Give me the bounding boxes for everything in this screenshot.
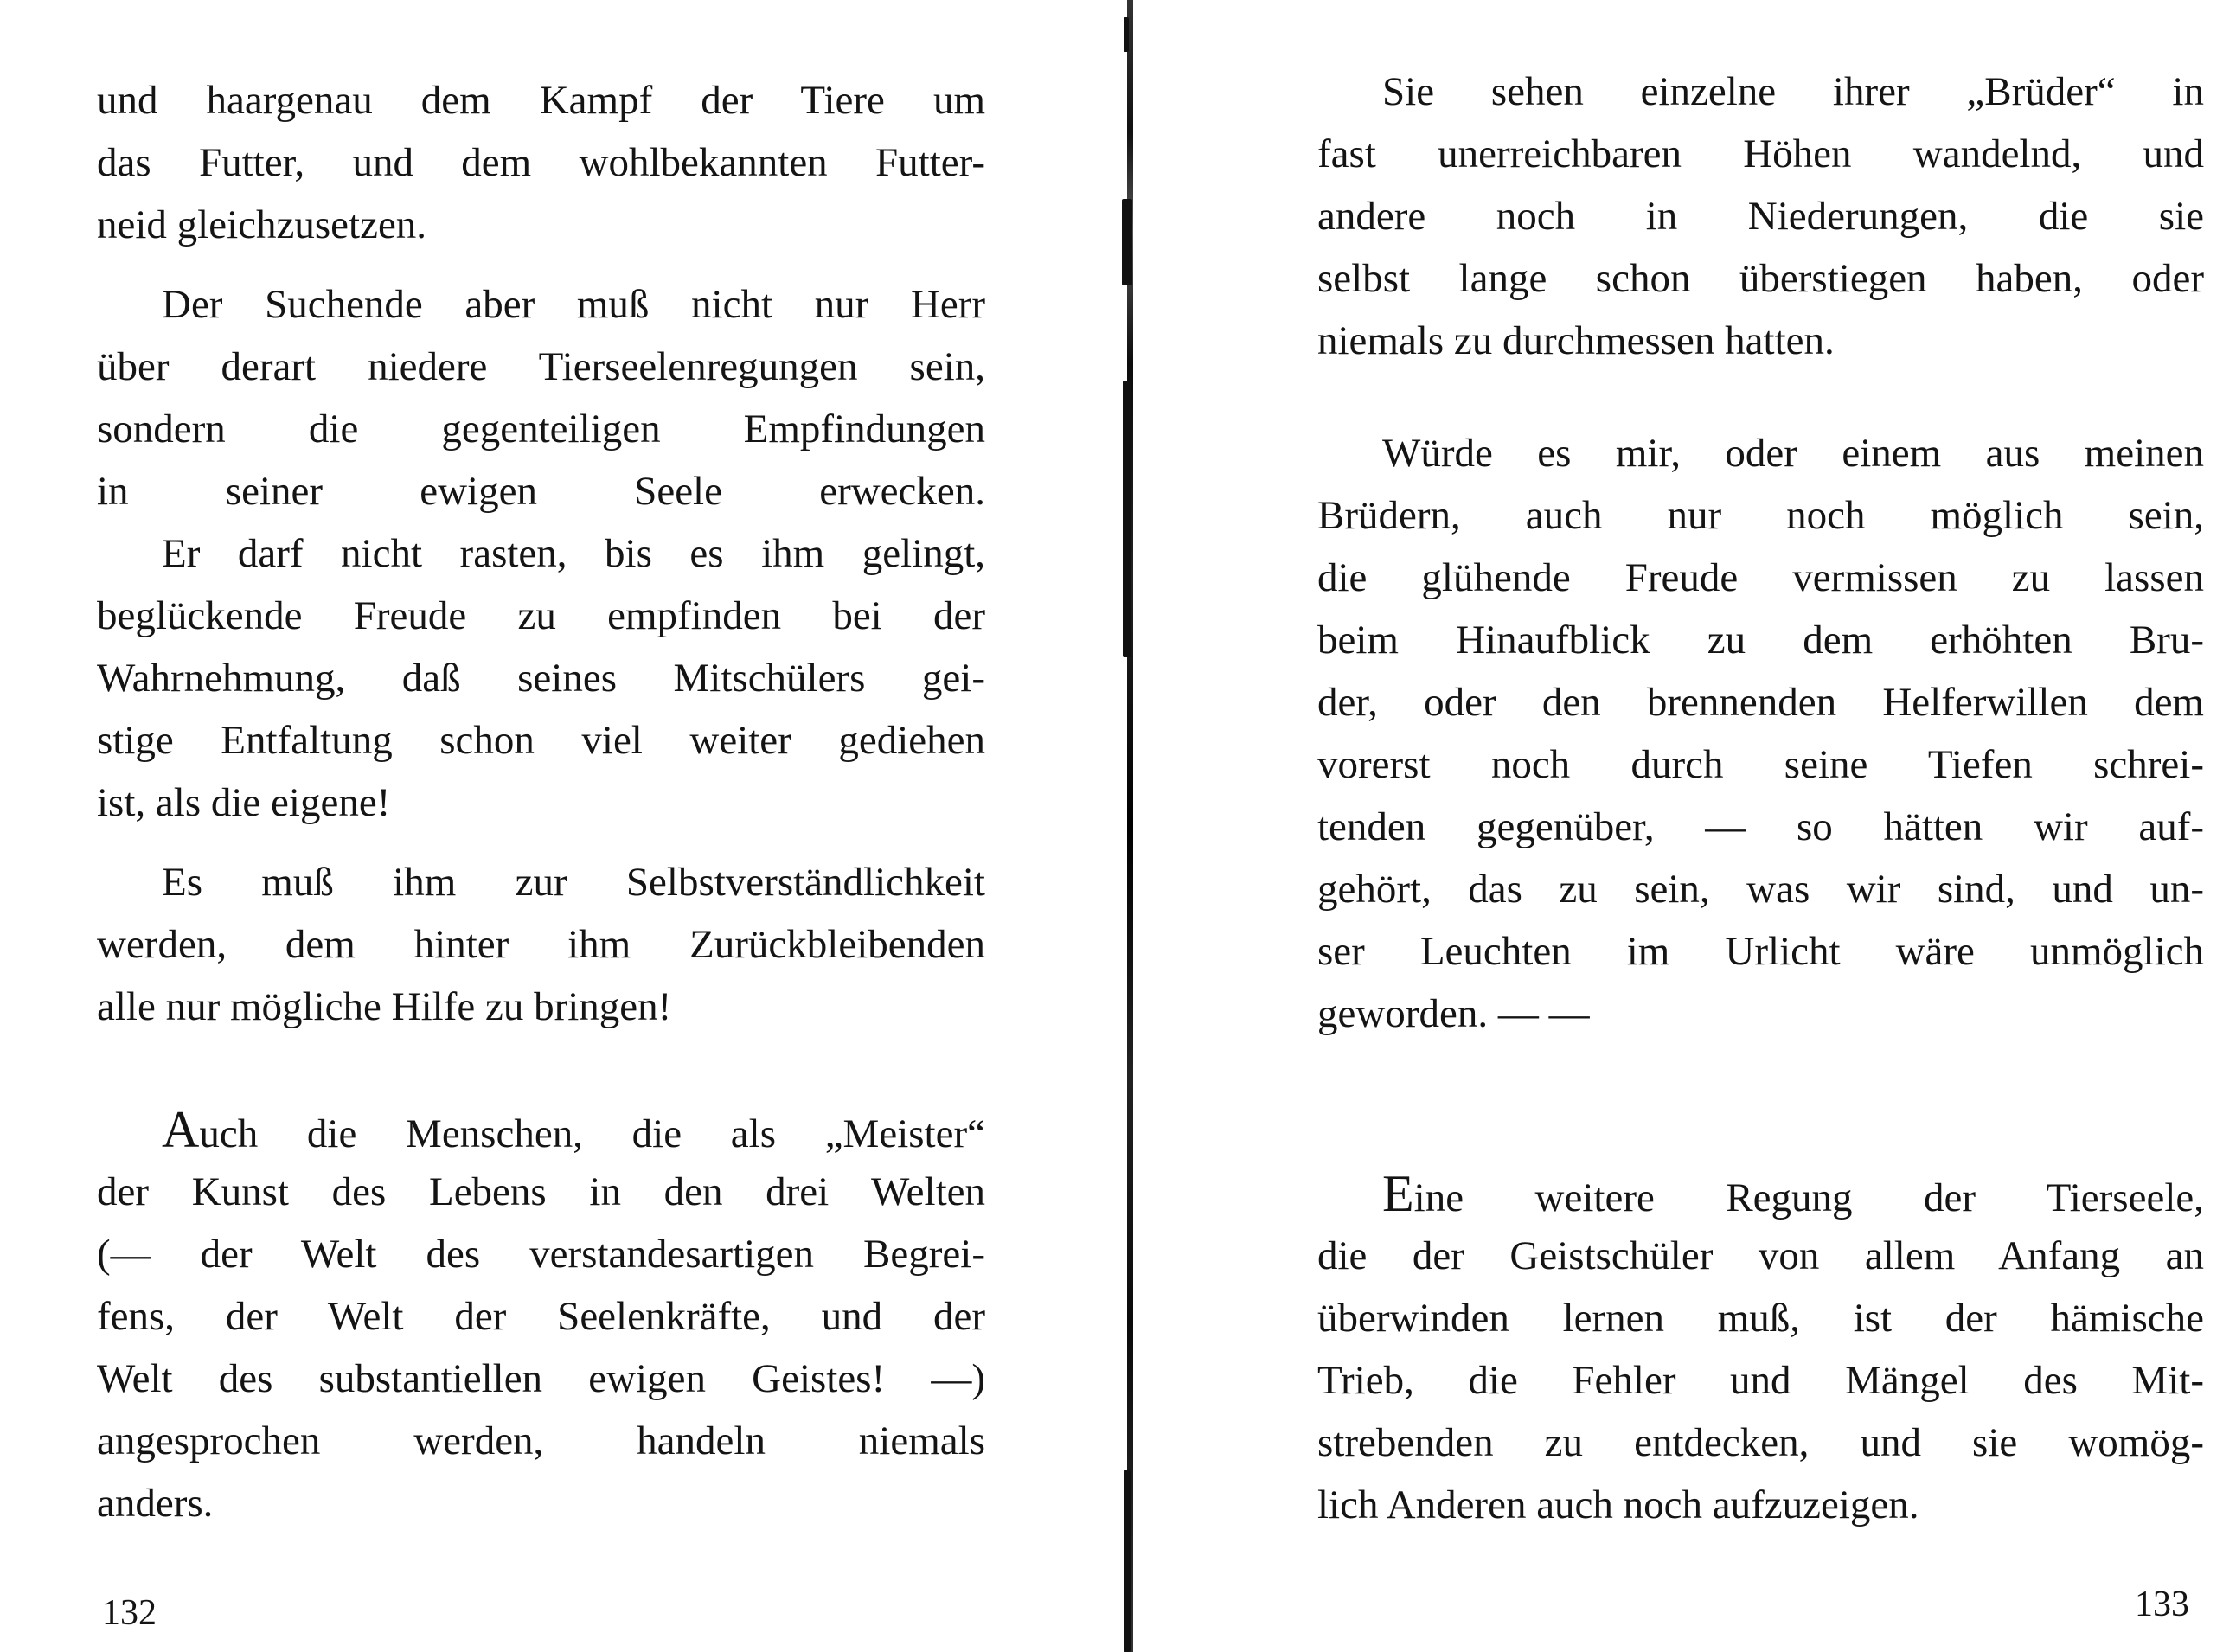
- gutter-mark: [1124, 1470, 1131, 1652]
- text-line: über derart niedere Tierseelenregungen sein,: [97, 344, 985, 389]
- text-line: Würde es mir, oder einem aus meinen: [1382, 431, 2204, 476]
- text-line: lich Anderen auch noch aufzuzeigen.: [1317, 1482, 1919, 1527]
- text-line: fens, der Welt der Seelenkräfte, und der: [97, 1294, 985, 1339]
- text-line: Welt des substantiellen ewigen Geistes! —): [97, 1356, 985, 1401]
- text-line: beim Hinaufblick zu dem erhöhten Bru-: [1317, 618, 2204, 663]
- gutter-mark: [1124, 17, 1129, 52]
- gutter-mark: [1122, 199, 1132, 285]
- text-line: das Futter, und dem wohlbekannten Futter-: [97, 140, 985, 185]
- text-run: ine weitere Regung der Tierseele,: [1413, 1175, 2204, 1220]
- text-line: die der Geistschüler von allem Anfang an: [1317, 1233, 2204, 1278]
- text-line: gehört, das zu sein, was wir sind, und un-: [1317, 867, 2204, 912]
- text-line: selbst lange schon überstiegen haben, oder: [1317, 256, 2204, 301]
- text-line: fast unerreichbaren Höhen wandelnd, und: [1317, 131, 2204, 176]
- page-number: 132: [102, 1593, 157, 1633]
- text-line: Er darf nicht rasten, bis es ihm gelingt,: [162, 531, 985, 576]
- initial-letter: E: [1382, 1165, 1414, 1222]
- text-line: angesprochen werden, handeln niemals: [97, 1418, 985, 1463]
- text-line: werden, dem hinter ihm Zurückbleibenden: [97, 922, 985, 967]
- text-line: Es muß ihm zur Selbstverständlichkeit: [162, 860, 985, 905]
- text-run: uch die Menschen, die als „Meister“: [199, 1111, 985, 1156]
- text-line: (— der Welt des verstandesartigen Begrei-: [97, 1232, 985, 1277]
- text-line: stige Entfaltung schon viel weiter gediehen: [97, 718, 985, 763]
- text-line: Brüdern, auch nur noch möglich sein,: [1317, 493, 2204, 538]
- text-line: in seiner ewigen Seele erwecken.: [97, 469, 985, 514]
- text-line: sondern die gegenteiligen Empfindungen: [97, 407, 985, 451]
- text-line: der Kunst des Lebens in den drei Welten: [97, 1169, 985, 1214]
- text-line: andere noch in Niederungen, die sie: [1317, 194, 2204, 239]
- text-line: Sie sehen einzelne ihrer „Brüder“ in: [1382, 69, 2204, 114]
- text-line: neid gleichzusetzen.: [97, 202, 427, 247]
- text-line: alle nur mögliche Hilfe zu bringen!: [97, 984, 672, 1029]
- right-page: [1142, 0, 2223, 1652]
- text-line: tenden gegenüber, — so hätten wir auf-: [1317, 804, 2204, 849]
- gutter-mark: [1123, 381, 1131, 657]
- text-line: geworden. — —: [1317, 991, 1590, 1036]
- text-line: der, oder den brennenden Helferwillen dem: [1317, 680, 2204, 725]
- text-line: beglückende Freude zu empfinden bei der: [97, 593, 985, 638]
- text-line: und haargenau dem Kampf der Tiere um: [97, 78, 985, 123]
- text-line: überwinden lernen muß, ist der hämische: [1317, 1296, 2204, 1341]
- book-gutter: [1120, 0, 1139, 1652]
- page-number: 133: [2135, 1585, 2189, 1624]
- text-line: die glühende Freude vermissen zu lassen: [1317, 555, 2204, 600]
- text-line: vorerst noch durch seine Tiefen schrei-: [1317, 742, 2204, 787]
- text-line: Wahrnehmung, daß seines Mitschülers gei-: [97, 656, 985, 701]
- text-line: niemals zu durchmessen hatten.: [1317, 318, 1835, 363]
- text-line: [97, 1098, 985, 1161]
- text-line: Der Suchende aber muß nicht nur Herr: [162, 282, 985, 327]
- text-line: anders.: [97, 1481, 214, 1526]
- text-line: [1317, 1162, 2204, 1225]
- text-line: strebenden zu entdecken, und sie womög-: [1317, 1420, 2204, 1465]
- initial-letter: A: [162, 1101, 200, 1158]
- text-line: Trieb, die Fehler und Mängel des Mit-: [1317, 1358, 2204, 1403]
- text-line: ist, als die eigene!: [97, 780, 391, 825]
- text-line: ser Leuchten im Urlicht wäre unmöglich: [1317, 929, 2204, 974]
